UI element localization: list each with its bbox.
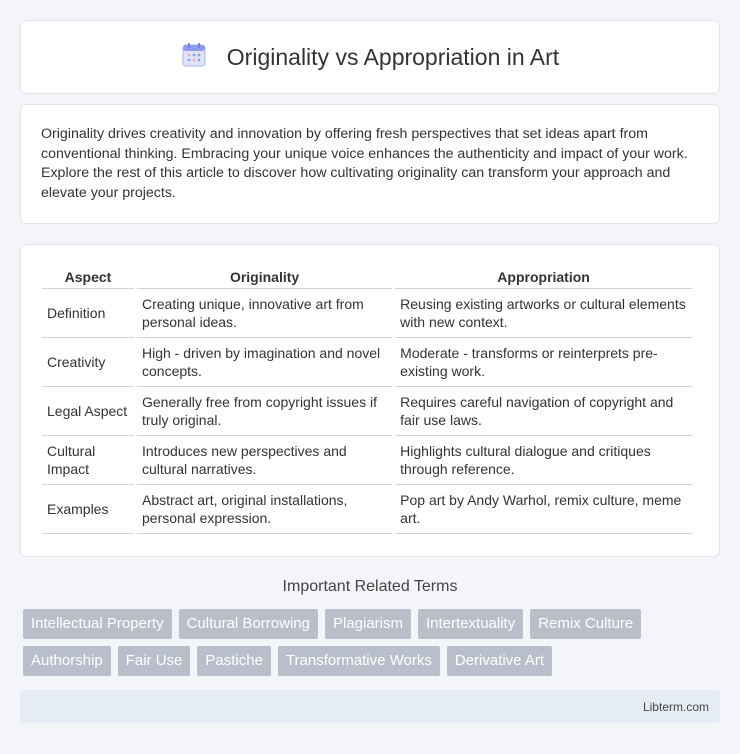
appropriation-cell: Highlights cultural dialogue and critiques through reference. bbox=[395, 436, 692, 485]
tag-transformative-works[interactable]: Transformative Works bbox=[278, 646, 440, 676]
table-row bbox=[42, 289, 692, 338]
header-appropriation: Appropriation bbox=[395, 265, 692, 289]
originality-cell: Creating unique, innovative art from personal ideas. bbox=[137, 289, 392, 338]
tag-intellectual-property[interactable]: Intellectual Property bbox=[23, 609, 172, 639]
appropriation-cell: Reusing existing artworks or cultural elements with new context. bbox=[395, 289, 692, 338]
calendar-icon bbox=[181, 42, 207, 73]
footer bbox=[20, 690, 720, 723]
originality-cell: High - driven by imagination and novel concepts. bbox=[137, 338, 392, 387]
aspect-cell: Legal Aspect bbox=[42, 387, 134, 436]
appropriation-cell: Pop art by Andy Warhol, remix culture, meme art. bbox=[395, 485, 692, 534]
table-row bbox=[42, 485, 692, 534]
aspect-cell: Cultural Impact bbox=[42, 436, 134, 485]
originality-cell: Abstract art, original installations, personal expression. bbox=[137, 485, 392, 534]
header-originality: Originality bbox=[137, 265, 392, 289]
appropriation-cell: Moderate - transforms or reinterprets pre-existing work. bbox=[395, 338, 692, 387]
tag-cultural-borrowing[interactable]: Cultural Borrowing bbox=[179, 609, 318, 639]
comparison-table bbox=[39, 265, 695, 534]
page-title: Originality vs Appropriation in Art bbox=[226, 43, 560, 70]
tag-pastiche[interactable]: Pastiche bbox=[197, 646, 271, 676]
table-header-row bbox=[42, 265, 692, 289]
tag-authorship[interactable]: Authorship bbox=[23, 646, 111, 676]
table-row bbox=[42, 387, 692, 436]
footer-site-link[interactable]: Libterm.com bbox=[642, 699, 709, 714]
intro-text: Originality drives creativity and innovation by offering fresh perspectives that set ideas apart from conventional thinking. Embracing your unique voice enhances the authenticity and impact of your work. Explore the rest of this article to discover how cultivating originality can transform your approach and elevate your projects. bbox=[41, 126, 688, 201]
related-terms-title: Important Related Terms bbox=[282, 578, 458, 595]
tag-plagiarism[interactable]: Plagiarism bbox=[325, 609, 411, 639]
intro-card bbox=[20, 104, 720, 224]
header-aspect: Aspect bbox=[42, 265, 134, 289]
aspect-cell: Definition bbox=[42, 289, 134, 338]
related-terms-tags bbox=[23, 609, 723, 676]
title-wrap bbox=[181, 42, 559, 73]
table-row bbox=[42, 436, 692, 485]
aspect-cell: Creativity bbox=[42, 338, 134, 387]
aspect-cell: Examples bbox=[42, 485, 134, 534]
tag-fair-use[interactable]: Fair Use bbox=[118, 646, 191, 676]
tag-derivative-art[interactable]: Derivative Art bbox=[447, 646, 552, 676]
table-row bbox=[42, 338, 692, 387]
originality-cell: Generally free from copyright issues if truly original. bbox=[137, 387, 392, 436]
comparison-table-card bbox=[20, 244, 720, 557]
tag-intertextuality[interactable]: Intertextuality bbox=[418, 609, 523, 639]
tag-remix-culture[interactable]: Remix Culture bbox=[530, 609, 641, 639]
header-card bbox=[20, 20, 720, 94]
originality-cell: Introduces new perspectives and cultural narratives. bbox=[137, 436, 392, 485]
appropriation-cell: Requires careful navigation of copyright and fair use laws. bbox=[395, 387, 692, 436]
